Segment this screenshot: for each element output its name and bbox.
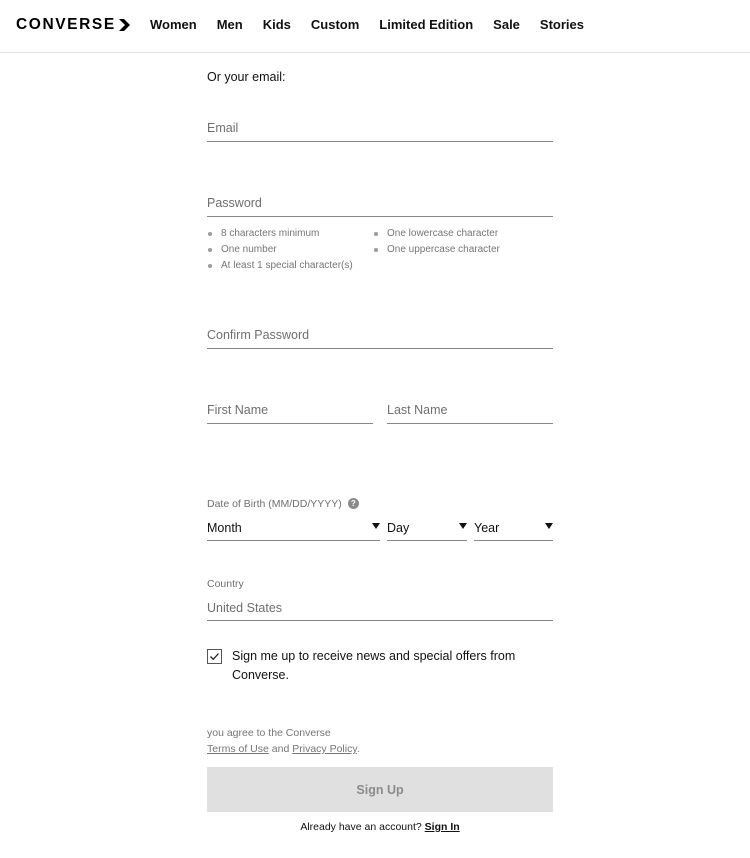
site-header <box>0 0 750 53</box>
nav-kids[interactable]: Kids <box>262 17 291 32</box>
email-input[interactable] <box>207 116 553 140</box>
caret-down-icon <box>545 523 553 529</box>
have-account-text: Already have an account? <box>300 821 422 833</box>
last-name-field-wrapper <box>387 398 553 424</box>
rule-item: One number <box>207 242 353 258</box>
nav-stories[interactable]: Stories <box>539 17 584 32</box>
day-value: Day <box>387 520 410 535</box>
password-rules-left <box>207 226 353 274</box>
nav-women[interactable]: Women <box>150 17 197 32</box>
sign-in-link[interactable]: Sign In <box>424 821 460 833</box>
country-value: United States <box>207 600 283 615</box>
password-rules-right <box>373 226 500 258</box>
rule-item: 8 characters minimum <box>207 226 353 242</box>
email-intro: Or your email: <box>207 70 286 84</box>
password-field-wrapper <box>207 191 553 217</box>
legal-suffix: . <box>356 743 360 755</box>
legal-text <box>207 725 553 757</box>
caret-down-icon <box>459 523 467 529</box>
first-name-input[interactable] <box>207 398 373 422</box>
last-name-input[interactable] <box>387 398 553 422</box>
dob-label: Date of Birth (MM/DD/YYYY) <box>207 498 342 510</box>
help-icon[interactable]: ? <box>348 498 359 509</box>
nav-custom[interactable]: Custom <box>310 17 360 32</box>
terms-link[interactable]: Terms of Use <box>207 743 269 755</box>
brand-wordmark: CONVERSE <box>16 16 116 33</box>
converse-logo[interactable] <box>16 15 133 35</box>
newsletter-text: Sign me up to receive news and special offers from Converse. <box>232 649 516 682</box>
dob-label-row <box>207 498 359 510</box>
legal-prefix: you agree to the Converse <box>207 727 331 739</box>
email-field-wrapper <box>207 116 553 142</box>
country-select[interactable] <box>207 595 553 621</box>
privacy-link[interactable]: Privacy Policy <box>292 743 357 755</box>
nav-limited-edition[interactable]: Limited Edition <box>379 17 474 32</box>
confirm-password-input[interactable] <box>207 323 553 347</box>
password-input[interactable] <box>207 191 553 215</box>
first-name-field-wrapper <box>207 398 373 424</box>
month-select[interactable] <box>207 515 380 541</box>
sign-up-button[interactable]: Sign Up <box>207 767 553 812</box>
caret-down-icon <box>372 523 380 529</box>
year-select[interactable] <box>474 515 553 541</box>
nav-men[interactable]: Men <box>216 17 243 32</box>
nav-sale[interactable]: Sale <box>493 17 520 32</box>
newsletter-checkbox[interactable] <box>207 649 222 664</box>
rule-item: One uppercase character <box>373 242 500 258</box>
main-nav <box>150 17 604 33</box>
rule-item: At least 1 special character(s) <box>207 258 353 274</box>
checkmark-icon <box>209 651 220 662</box>
month-value: Month <box>207 520 242 535</box>
day-select[interactable] <box>387 515 467 541</box>
country-label: Country <box>207 578 244 590</box>
rule-item: One lowercase character <box>373 226 500 242</box>
confirm-password-field-wrapper <box>207 323 553 349</box>
legal-and: and <box>271 743 290 755</box>
signin-row <box>207 821 553 833</box>
converse-arrow-icon <box>119 18 133 32</box>
year-value: Year <box>474 520 500 535</box>
